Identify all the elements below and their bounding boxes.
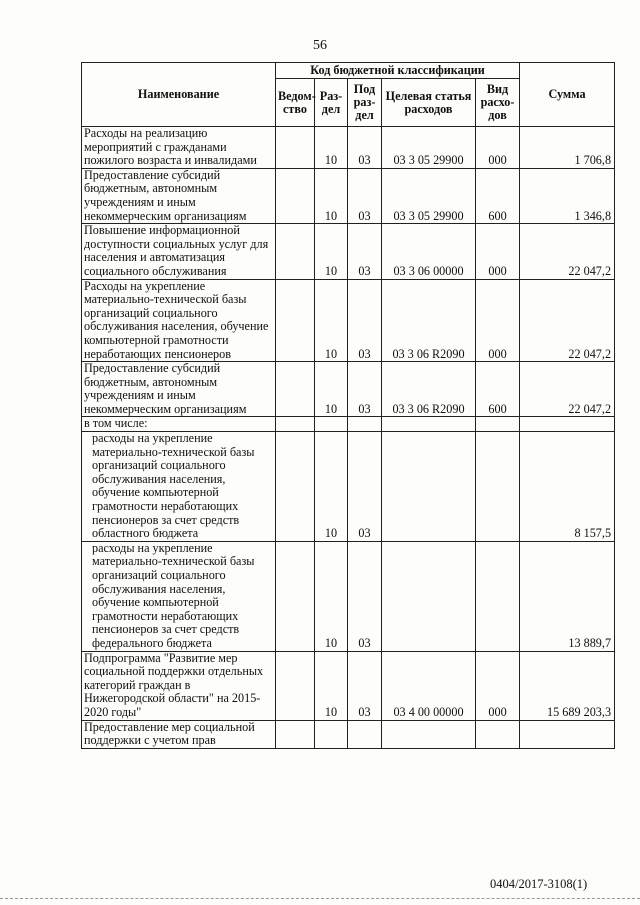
- cell-name: в том числе:: [82, 417, 276, 432]
- cell-subsection: 03: [348, 651, 382, 720]
- table-row: [82, 362, 615, 417]
- cell-section: 10: [315, 224, 348, 279]
- cell-sum: 15 689 203,3: [520, 651, 615, 720]
- cell-name: Расходы на реализацию мероприятий с гражданами пожилого возраста и инвалидами: [82, 127, 276, 169]
- document-code: 0404/2017-3108(1): [490, 877, 588, 891]
- cell-name: Повышение информационной доступности социальных услуг для населения и автоматизация социального обслуживания: [82, 224, 276, 279]
- budget-body: [82, 127, 615, 749]
- cell-type: 600: [476, 362, 520, 417]
- cell-subsection: 03: [348, 127, 382, 169]
- cell-section: 10: [315, 651, 348, 720]
- header-sum: Сумма: [520, 63, 615, 127]
- table-row: [82, 417, 615, 432]
- header-dept: Ведом-ство: [276, 79, 315, 127]
- table-row: [82, 224, 615, 279]
- table-row: [82, 127, 615, 169]
- cell-subsection: 03: [348, 541, 382, 651]
- cell-type: 000: [476, 127, 520, 169]
- cell-sum: 22 047,2: [520, 224, 615, 279]
- cell-sum: 1 346,8: [520, 168, 615, 223]
- cell-target: 03 3 06 R2090: [382, 362, 476, 417]
- cell-type: 000: [476, 224, 520, 279]
- cell-section: [315, 417, 348, 432]
- cell-target: [382, 720, 476, 748]
- cell-name: Подпрограмма "Развитие мер социальной поддержки отдельных категорий граждан в Нижегородской области" на 2015-2020 годы": [82, 651, 276, 720]
- cell-target: 03 3 05 29900: [382, 127, 476, 169]
- page-number: 56: [313, 38, 327, 53]
- cell-dept: [276, 541, 315, 651]
- cell-sum: 13 889,7: [520, 541, 615, 651]
- header-code-group: Код бюджетной классификации: [276, 63, 520, 79]
- cell-name: Предоставление субсидий бюджетным, автономным учреждениям и иным некоммерческим организациям: [82, 362, 276, 417]
- cell-name: расходы на укрепление материально-технической базы организаций социального обслуживания населения, обучение компьютерной грамотности неработающих пенсионеров за счет средств областного бюджета: [82, 432, 276, 542]
- table-row: [82, 168, 615, 223]
- header-name: Наименование: [82, 63, 276, 127]
- cell-sum: [520, 720, 615, 748]
- cell-section: 10: [315, 541, 348, 651]
- cell-dept: [276, 224, 315, 279]
- cell-dept: [276, 127, 315, 169]
- table-row: [82, 432, 615, 542]
- cell-dept: [276, 279, 315, 362]
- cell-target: 03 3 05 29900: [382, 168, 476, 223]
- cell-sum: 1 706,8: [520, 127, 615, 169]
- cell-name: расходы на укрепление материально-технической базы организаций социального обслуживания населения, обучение компьютерной грамотности неработающих пенсионеров за счет средств федерального бюджета: [82, 541, 276, 651]
- cell-section: 10: [315, 362, 348, 417]
- cell-sum: 8 157,5: [520, 432, 615, 542]
- cell-target: [382, 417, 476, 432]
- cell-subsection: 03: [348, 168, 382, 223]
- cell-target: [382, 541, 476, 651]
- cell-section: 10: [315, 279, 348, 362]
- table-row: [82, 279, 615, 362]
- cell-type: [476, 432, 520, 542]
- cell-type: [476, 417, 520, 432]
- cell-type: [476, 541, 520, 651]
- cell-target: 03 3 06 R2090: [382, 279, 476, 362]
- cell-dept: [276, 168, 315, 223]
- cell-dept: [276, 651, 315, 720]
- cell-subsection: 03: [348, 224, 382, 279]
- cell-section: 10: [315, 432, 348, 542]
- cell-dept: [276, 362, 315, 417]
- header-subsection: Под раз-дел: [348, 79, 382, 127]
- table-row: [82, 720, 615, 748]
- cell-name: Предоставление мер социальной поддержки с учетом прав: [82, 720, 276, 748]
- cell-subsection: [348, 720, 382, 748]
- cell-target: 03 3 06 00000: [382, 224, 476, 279]
- cell-dept: [276, 720, 315, 748]
- budget-table: [81, 62, 615, 749]
- table-row: [82, 651, 615, 720]
- cell-type: 600: [476, 168, 520, 223]
- cell-sum: 22 047,2: [520, 279, 615, 362]
- cell-type: 000: [476, 279, 520, 362]
- table-row: [82, 541, 615, 651]
- cell-type: 000: [476, 651, 520, 720]
- cell-name: Предоставление субсидий бюджетным, автономным учреждениям и иным некоммерческим организациям: [82, 168, 276, 223]
- header-section: Раз-дел: [315, 79, 348, 127]
- cell-sum: 22 047,2: [520, 362, 615, 417]
- cell-section: 10: [315, 168, 348, 223]
- cell-section: 10: [315, 127, 348, 169]
- cell-target: [382, 432, 476, 542]
- cell-dept: [276, 417, 315, 432]
- header-type: Вид расхо-дов: [476, 79, 520, 127]
- cell-subsection: 03: [348, 279, 382, 362]
- cell-dept: [276, 432, 315, 542]
- cell-name: Расходы на укрепление материально-технической базы организаций социального обслуживания населения, обучение компьютерной грамотности неработающих пенсионеров: [82, 279, 276, 362]
- header-target: Целевая статья расходов: [382, 79, 476, 127]
- cell-subsection: 03: [348, 362, 382, 417]
- bottom-edge-mark: [0, 898, 640, 899]
- cell-sum: [520, 417, 615, 432]
- cell-subsection: 03: [348, 432, 382, 542]
- cell-section: [315, 720, 348, 748]
- cell-subsection: [348, 417, 382, 432]
- cell-type: [476, 720, 520, 748]
- cell-target: 03 4 00 00000: [382, 651, 476, 720]
